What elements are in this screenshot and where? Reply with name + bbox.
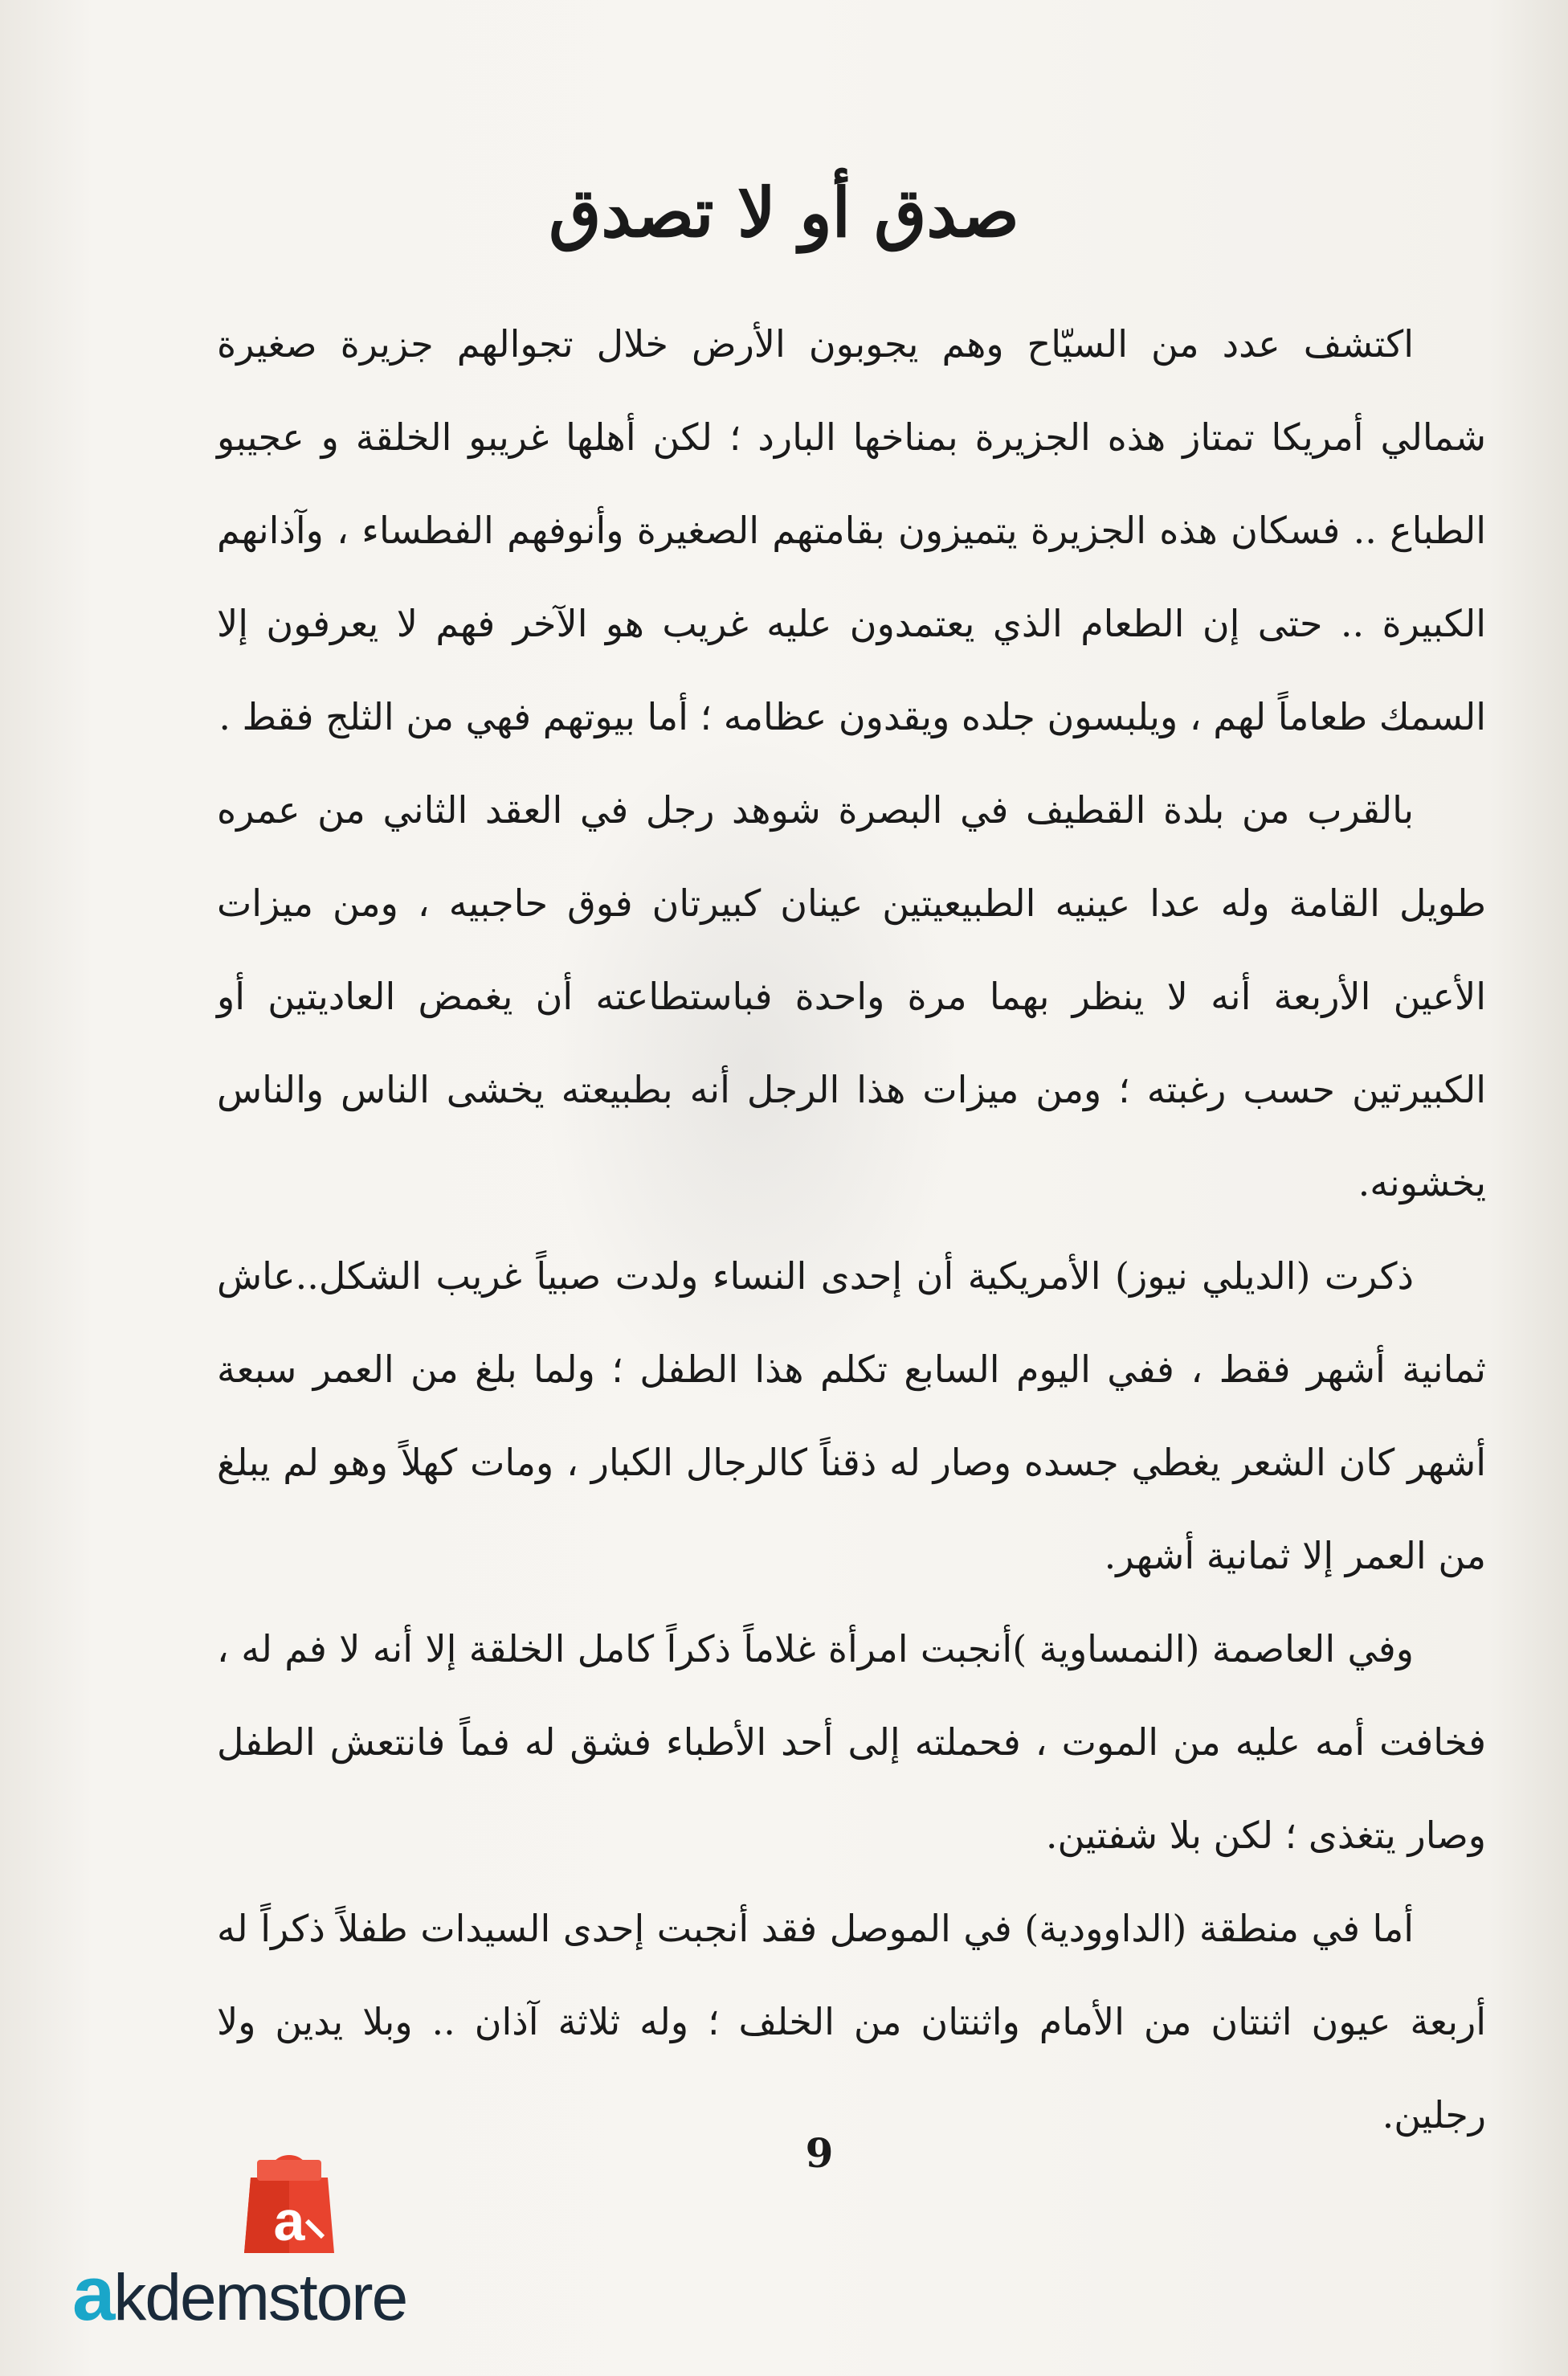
paragraph-2: بالقرب من بلدة القطيف في البصرة شوهد رجل في العقد الثاني من عمره طويل القامة وله عدا عينيه الطبيعيتين عينان كبيرتان فوق حاجبيه ، ومن ميزات الأعين الأربعة أنه لا ينظر بهما مرة واحدة فباستطاعته أن يغمض العاديتين أو الكبيرتين حسب رغبته ؛ ومن ميزات هذا الرجل أنه بطبيعته يخشى الناس والناس يخشونه. — [217, 788, 1486, 1204]
store-logo — [72, 2137, 490, 2337]
shopping-bag-icon — [233, 2145, 345, 2258]
paragraph-3: ذكرت (الديلي نيوز) الأمريكية أن إحدى النساء ولدت صبياً غريب الشكل..عاش ثمانية أشهر فقط ، ففي اليوم السابع تكلم هذا الطفل ؛ ولما بلغ من العمر سبعة أشهر كان الشعر يغطي جسده وصار له ذقناً كالرجال الكبار ، ومات كهلاً وهو لم يبلغ من العمر إلا ثمانية أشهر. — [217, 1254, 1486, 1577]
logo-name: kdemstore — [113, 2261, 407, 2334]
page-number: 9 — [805, 2129, 834, 2177]
logo-wordmark — [72, 2251, 407, 2337]
paragraph-5: أما في منطقة (الداوودية) في الموصل فقد أنجبت إحدى السيدات طفلاً ذكراً له أربعة عيون اثنتان من الأمام واثنتان من الخلف ؛ وله ثلاثة آذان .. وبلا يدين ولا رجلين. — [217, 1907, 1486, 2137]
logo-letter-a: a — [72, 2251, 114, 2337]
paragraph-1: اكتشف عدد من السيّاح وهم يجوبون الأرض خلال تجوالهم جزيرة صغيرة شمالي أمريكا تمتاز هذه الجزيرة بمناخها البارد ؛ لكن أهلها غريبو الخلقة و عجيبو الطباع .. فسكان هذه الجزيرة يتميزون بقامتهم الصغيرة وأنوفهم الفطساء ، وآذانهم الكبيرة .. حتى إن الطعام الذي يعتمدون عليه غريب هو الآخر فهم لا يعرفون إلا السمك طعاماً لهم ، ويلبسون جلده ويقدون عظامه ؛ أما بيوتهم فهي من الثلج فقط . — [217, 322, 1486, 738]
paragraph-4: وفي العاصمة (النمساوية )أنجبت امرأة غلاماً ذكراً كامل الخلقة إلا أنه لا فم له ، فخافت أمه عليه من الموت ، فحملته إلى أحد الأطباء فشق له فماً فانتعش الطفل وصار يتغذى ؛ لكن بلا شفتين. — [217, 1627, 1486, 1857]
page-title: صدق أو لا تصدق — [549, 173, 1019, 252]
article-body — [217, 297, 1486, 2161]
svg-text:a: a — [273, 2190, 305, 2252]
